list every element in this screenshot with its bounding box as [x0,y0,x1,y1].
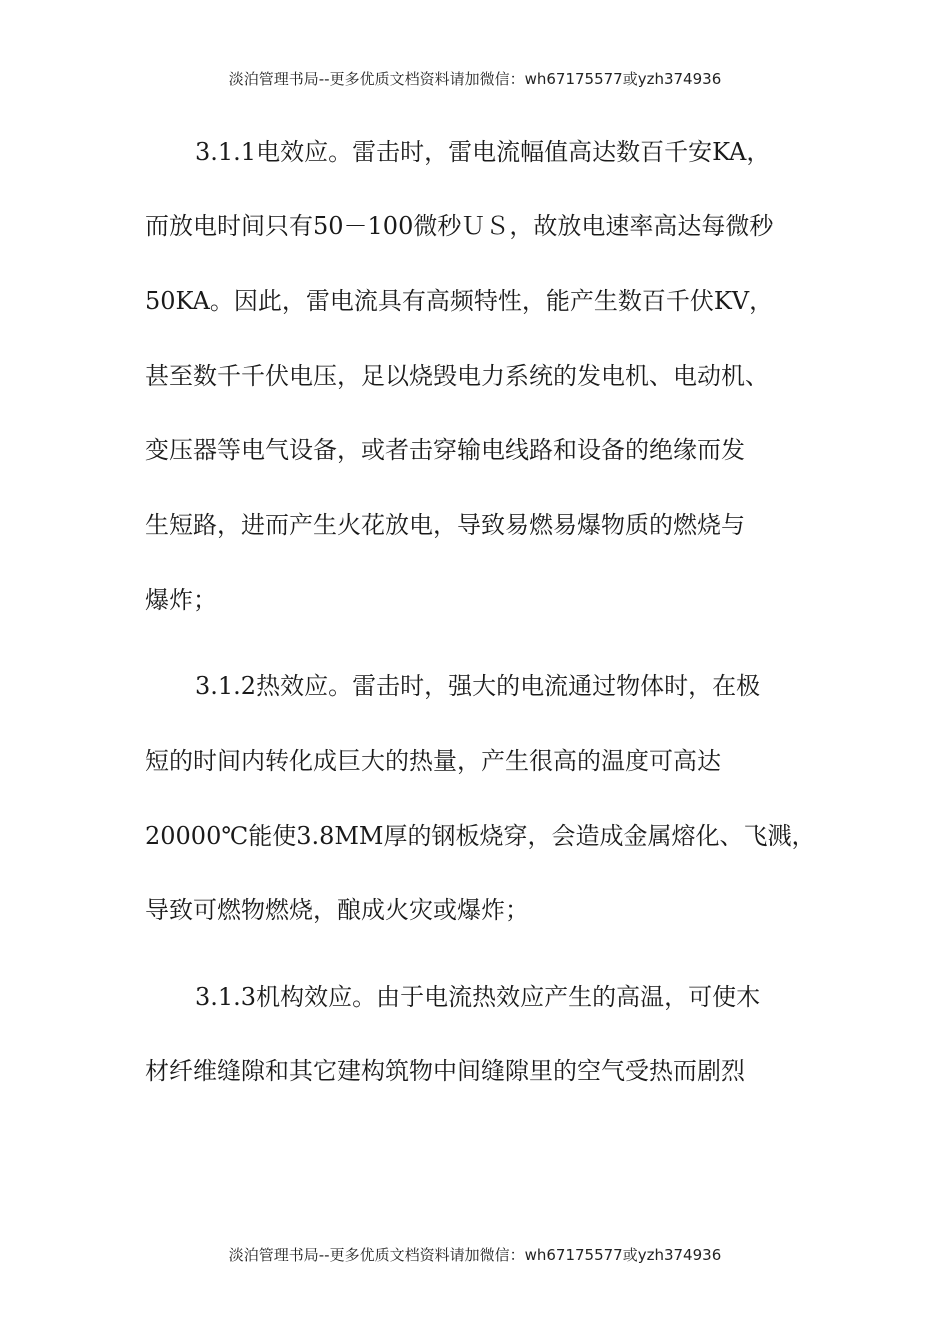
page-header: 淡泊管理书局--更多优质文档资料请加微信：wh67175577或yzh374936 [228,70,722,88]
paragraph-line: 生短路，进而产生火花放电，导致易燃易爆物质的燃烧与 [145,511,745,539]
paragraph-line: 变压器等电气设备，或者击穿输电线路和设备的绝缘而发 [145,436,745,464]
paragraph-line: 20000℃能使3.8MM厚的钢板烧穿，会造成金属熔化、飞溅， [145,822,816,850]
paragraph-line: 3.1.3机构效应。由于电流热效应产生的高温，可使木 [195,983,761,1011]
paragraph-line: 导致可燃物燃烧，酿成火灾或爆炸； [145,896,529,924]
paragraph-line: 甚至数千千伏电压，足以烧毁电力系统的发电机、电动机、 [145,362,769,390]
paragraph-line: 3.1.1电效应。雷击时，雷电流幅值高达数百千安KA， [195,138,771,166]
paragraph-line: 50KA。因此，雷电流具有高频特性，能产生数百千伏KV， [145,287,774,315]
paragraph-line: 材纤维缝隙和其它建构筑物中间缝隙里的空气受热而剧烈 [145,1057,745,1085]
page-footer: 淡泊管理书局--更多优质文档资料请加微信：wh67175577或yzh374936 [228,1246,722,1264]
paragraph-line: 3.1.2热效应。雷击时，强大的电流通过物体时，在极 [195,672,761,700]
paragraph-line: 短的时间内转化成巨大的热量，产生很高的温度可高达 [145,747,721,775]
paragraph-line: 爆炸； [145,586,217,614]
paragraph-line: 而放电时间只有50－100微秒ＵＳ，故放电速率高达每微秒 [145,212,774,240]
